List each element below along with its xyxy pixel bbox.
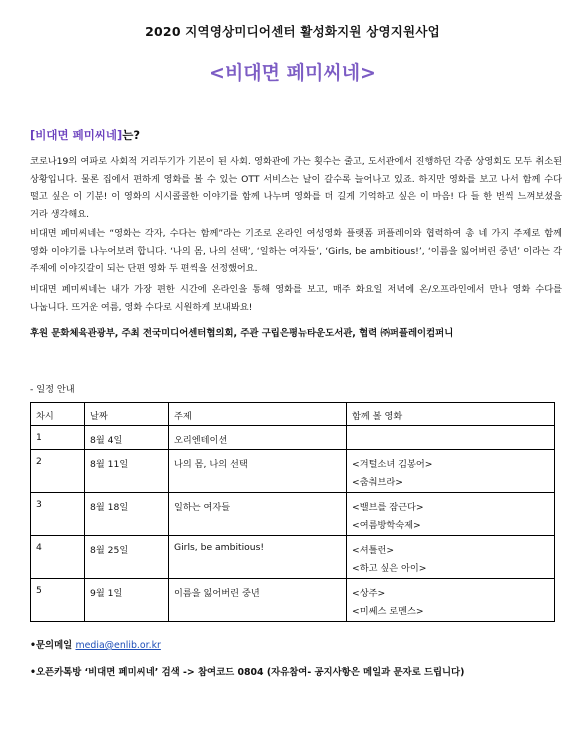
table-row <box>31 426 555 450</box>
session-date: 8월 25일 <box>85 536 169 579</box>
session-date: 9월 1일 <box>85 579 169 622</box>
session-topic: Girls, be ambitious! <box>169 536 347 579</box>
schedule-header-row <box>31 403 555 426</box>
session-number: 5 <box>31 579 85 622</box>
header-cell-session: 차시 <box>31 403 85 426</box>
intro-question-highlight: [비대면 페미씨네] <box>30 128 123 142</box>
intro-question-rest: 는? <box>122 128 141 142</box>
session-number: 3 <box>31 493 85 536</box>
film-title: <여름방학숙제> <box>352 520 421 531</box>
film-title: <미쎄스 로멘스> <box>352 606 424 617</box>
session-date: 8월 11일 <box>85 450 169 493</box>
session-films <box>347 579 555 622</box>
intro-question <box>30 127 140 143</box>
header-cell-topic: 주제 <box>169 403 347 426</box>
table-row <box>31 579 555 622</box>
film-title: <상주> <box>352 588 386 599</box>
schedule-label: - 일정 안내 <box>30 384 75 395</box>
table-row <box>31 536 555 579</box>
contact-email-link[interactable]: media@enlib.or.kr <box>75 640 161 651</box>
film-title: <밸브를 잠근다> <box>352 502 424 513</box>
session-films <box>347 426 555 450</box>
session-number: 2 <box>31 450 85 493</box>
sponsor-line: 후원 문화체육관광부, 주최 전국미디어센터협의회, 주관 구립은평뉴타운도서관, 협력 ㈜퍼플레이컴퍼니 <box>30 328 454 339</box>
program-header: 2020 지역영상미디어센터 활성화지원 상영지원사업 <box>145 24 440 39</box>
session-topic: 일하는 여자들 <box>169 493 347 536</box>
session-number: 1 <box>31 426 85 450</box>
session-films <box>347 536 555 579</box>
contact-label: •문의메일 <box>30 640 76 651</box>
film-title: <겨털소녀 김봉어> <box>352 459 433 470</box>
session-topic: 이름을 잃어버린 중년 <box>169 579 347 622</box>
session-date: 8월 18일 <box>85 493 169 536</box>
session-topic: 오리엔테이션 <box>169 426 347 450</box>
film-title: <셔틀런> <box>352 545 395 556</box>
session-films <box>347 493 555 536</box>
schedule-table <box>30 402 555 622</box>
header-cell-date: 날짜 <box>85 403 169 426</box>
contact-line <box>30 637 161 651</box>
session-number: 4 <box>31 536 85 579</box>
open-chat-line: •오픈카톡방 ‘비대면 페미씨네’ 검색 -> 참여코드 0804 (자유참여- 공지사항은 메일과 문자로 드립니다) <box>30 667 465 678</box>
session-topic: 나의 몸, 나의 선택 <box>169 450 347 493</box>
session-date: 8월 4일 <box>85 426 169 450</box>
page-title: <비대면 페미씨네> <box>209 62 376 84</box>
table-row <box>31 493 555 536</box>
table-row <box>31 450 555 493</box>
session-films <box>347 450 555 493</box>
header-cell-films: 함께 볼 영화 <box>347 403 555 426</box>
intro-paragraph-2: 비대면 페미씨네는 “영화는 각자, 수다는 함께”라는 기조로 온라인 여성영화 플랫폼 퍼플레이와 협력하여 총 네 가지 주제로 함께 영화 이야기를 나누어보려 합니다. ‘나의 몸, 나의 선택’, ‘일하는 여자들’, ‘Girls, be ambitious!’, ‘이름을 잃어버린 중년’ 이라는 각 주제에 이야깃갈이 되는 단편 영화 두 편씩을 선정했어요. <box>30 228 562 274</box>
film-title: <하고 싶은 아이> <box>352 563 427 574</box>
intro-paragraph-1: 코로나19의 여파로 사회적 거리두기가 기본이 된 사회. 영화관에 가는 횟수는 줄고, 도서관에서 진행하던 각종 상영회도 모두 취소된 상황입니다. 물론 집에서 편하게 영화를 볼 수 있는 OTT 서비스는 날이 갈수록 늘어나고 있죠. 하지만 영화를 보고 나서 함께 수다 떨고 싶은 이 기분! 이 영화의 시시콜콜한 이야기를 함께 나누며 영화를 더 길게 기억하고 싶은 이 마음! 다 들 한 번씩 느껴보셨을 거라 생각해요. <box>30 156 562 220</box>
film-title: <춤춰브라> <box>352 477 403 488</box>
intro-paragraph-3: 비대면 페미씨네는 내가 가장 편한 시간에 온라인을 통해 영화를 보고, 매주 화요일 저녁에 온/오프라인에서 만나 영화 수다를 나눕니다. 뜨거운 여름, 영화 수다로 시원하게 보내봐요! <box>30 284 562 313</box>
